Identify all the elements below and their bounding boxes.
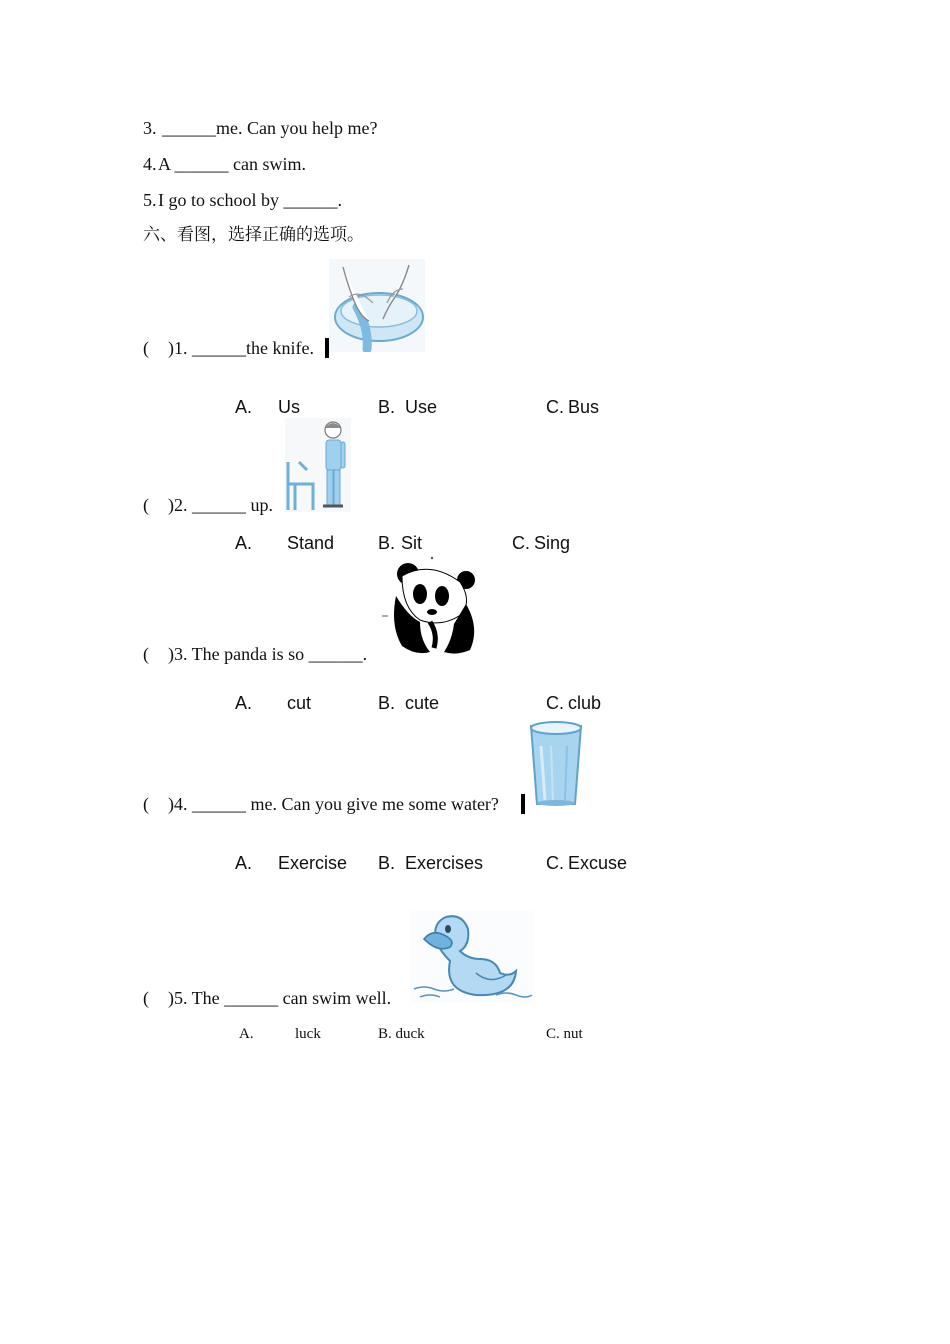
question-5-option-a-text: luck	[295, 1026, 321, 1042]
question-1-option-b-letter: B.	[378, 397, 396, 417]
question-2-bracket: (	[143, 495, 149, 515]
question-3-option-c-text: club	[568, 693, 602, 713]
boy-standing-by-chair-icon	[285, 418, 351, 512]
question-1-option-a-text: Us	[278, 397, 300, 417]
text-cursor-mark	[325, 338, 329, 358]
question-4-option-b-text: Exercises	[405, 853, 484, 873]
question-5-option-c: C. nut	[546, 1026, 583, 1042]
question-5-bracket: (	[143, 988, 149, 1008]
question-2-option-a-text: Stand	[287, 533, 335, 553]
hands-washing-bowl-icon	[329, 259, 425, 352]
question-2-option-b-text: Sit	[401, 533, 423, 553]
question-3-bracket: (	[143, 644, 149, 664]
fill-in-4-number: 4.	[143, 154, 157, 174]
question-5-prompt: )5. The ______ can swim well.	[168, 988, 392, 1008]
question-3-option-a-text: cut	[287, 693, 312, 713]
question-3-prompt: )3. The panda is so ______.	[168, 644, 368, 664]
panda-icon	[380, 556, 480, 658]
question-1-bracket: (	[143, 338, 149, 358]
question-4-option-a-letter: A.	[235, 853, 253, 873]
question-2-option-c-letter: C.	[512, 533, 530, 553]
question-2-prompt: )2. ______ up.	[168, 495, 273, 515]
question-4-option-b-letter: B.	[378, 853, 396, 873]
question-3-option-a-letter: A.	[235, 693, 253, 713]
question-1-option-b-text: Use	[405, 397, 438, 417]
section-heading: 六、看图，选择正确的选项。	[143, 225, 364, 245]
glass-of-water-icon	[527, 716, 585, 809]
duck-icon	[410, 911, 534, 1003]
question-4-option-c-text: Excuse	[568, 853, 628, 873]
question-4-prompt: )4. ______ me. Can you give me some water?	[168, 794, 499, 814]
fill-in-3-sentence: ______me. Can you help me?	[162, 118, 378, 138]
question-3-option-b-letter: B.	[378, 693, 396, 713]
question-1-option-c-letter: C.	[546, 397, 564, 417]
question-3-option-c-letter: C.	[546, 693, 564, 713]
question-4-option-c-letter: C.	[546, 853, 564, 873]
fill-in-5-number: 5.	[143, 190, 157, 210]
question-4-option-a-text: Exercise	[278, 853, 348, 873]
fill-in-4-sentence: A ______ can swim.	[158, 154, 306, 174]
question-3-option-b-text: cute	[405, 693, 440, 713]
question-1-prompt: )1. ______the knife.	[168, 338, 314, 358]
question-2-option-b-letter: B.	[378, 533, 396, 553]
question-2-option-c-text: Sing	[534, 533, 571, 553]
text-cursor-mark	[521, 794, 525, 814]
fill-in-5-sentence: I go to school by ______.	[158, 190, 342, 210]
question-1-option-a-letter: A.	[235, 397, 253, 417]
question-5-option-a-letter: A.	[239, 1026, 254, 1042]
question-1-option-c-text: Bus	[568, 397, 600, 417]
question-4-bracket: (	[143, 794, 149, 814]
fill-in-3-number: 3.	[143, 118, 157, 138]
question-5-option-b: B. duck	[378, 1026, 425, 1042]
question-2-option-a-letter: A.	[235, 533, 253, 553]
